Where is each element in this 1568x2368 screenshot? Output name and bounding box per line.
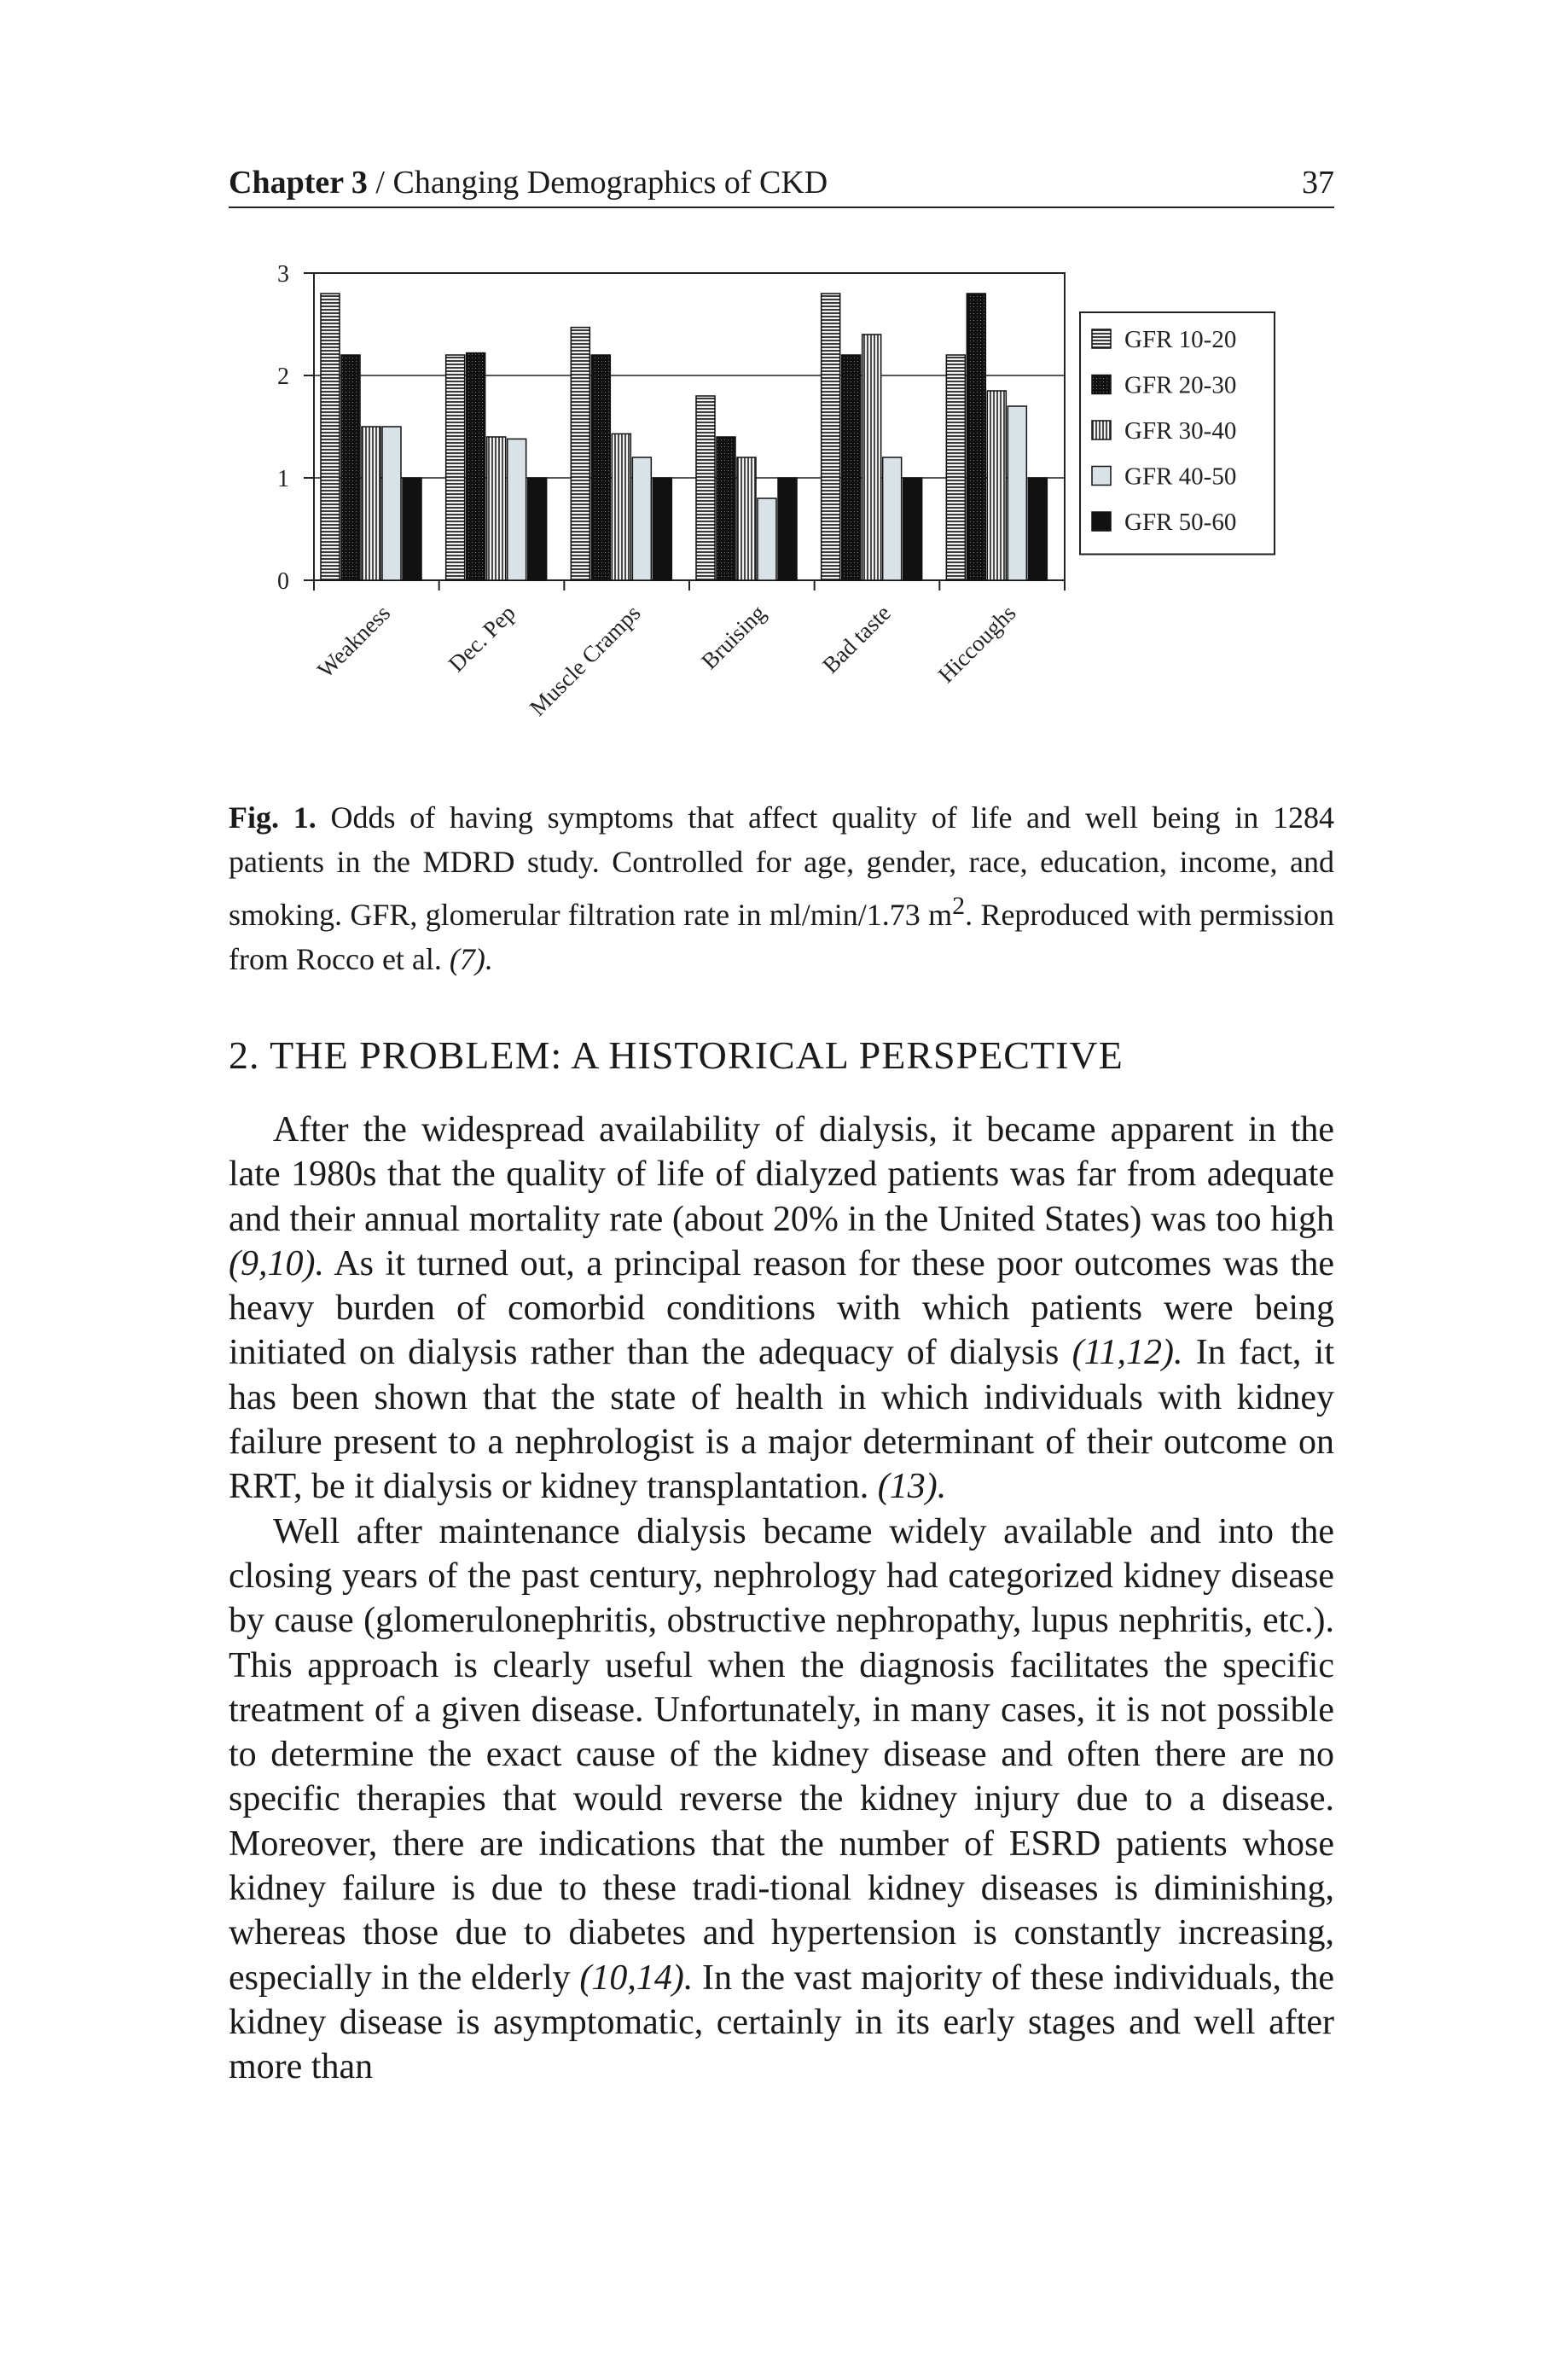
x-category-label: Muscle Cramps xyxy=(524,600,646,721)
legend-entry: GFR 50-60 xyxy=(1124,509,1237,536)
page-number: 37 xyxy=(1302,165,1334,201)
header-separator: / xyxy=(375,165,385,201)
bar-gfr-40-50 xyxy=(382,427,401,580)
bar-gfr-30-40 xyxy=(612,433,630,580)
bar-gfr-50-60 xyxy=(528,478,547,580)
bar-gfr-40-50 xyxy=(632,457,651,580)
bar-gfr-30-40 xyxy=(737,457,756,580)
bar-gfr-10-20 xyxy=(321,294,340,580)
bar-gfr-20-30 xyxy=(842,355,861,580)
figure-caption xyxy=(229,795,1334,981)
chapter-label: Chapter 3 xyxy=(229,165,368,201)
figure-1 xyxy=(229,247,1334,777)
chapter-title: Changing Demographics of CKD xyxy=(392,165,828,201)
caption-text-1: Odds of having symptoms that affect quality of life and well being in 1284 patients in the MDRD study. Controlled for age, gender, race, education, income, and smoking. GFR, glomerular filtration rate in ml/min/1.73 m xyxy=(229,800,1334,932)
running-header xyxy=(229,162,1334,208)
body-text xyxy=(229,1108,1334,2090)
bar-gfr-40-50 xyxy=(758,498,776,580)
bar-gfr-30-40 xyxy=(987,391,1006,580)
chapter-heading xyxy=(229,164,828,201)
y-tick-label: 0 xyxy=(277,568,289,595)
p2-text-1: Well after maintenance dialysis became widely available and into the closing years of the past century, nephrology had categorized kidney disease by cause (glomerulonephritis, obstructive nephropathy, lupus nephritis, etc.). This approach is clearly useful when the diagnosis facilitates the specific treatment of a given disease. Unfortunately, in many cases, it is not possible to determine the exact cause of the kidney disease and often there are no specific therapies that would reverse the kidney injury due to a disease. Moreover, there are indications that the number of ESRD patients whose kidney failure is due to these tradi-tional kidney diseases is diminishing, whereas those due to diabetes and hypertension is constantly increasing, especially in the elderly xyxy=(229,1511,1334,1998)
caption-citation: (7). xyxy=(449,942,493,976)
y-tick-label: 3 xyxy=(277,261,289,288)
bar-gfr-30-40 xyxy=(487,437,506,580)
bar-gfr-50-60 xyxy=(778,478,797,580)
bar-gfr-50-60 xyxy=(653,478,671,580)
legend-entry: GFR 40-50 xyxy=(1124,463,1237,491)
bar-gfr-10-20 xyxy=(571,328,589,580)
legend-entry: GFR 30-40 xyxy=(1124,417,1237,445)
caption-text-2: . Reproduced with permission from Rocco et al. xyxy=(229,898,1334,976)
p1-text-3: In fact, it has been shown that the state of health in which individuals with kidney failure present to a nephrologist is a major determinant of their outcome on RRT, be it dialysis or kidney transplantation. xyxy=(229,1333,1335,1507)
p1-text-1: After the widespread availability of dialysis, it became apparent in the late 1980s that the quality of life of dialyzed patients was far from adequate and their annual mortality rate (about 20% in the United States) was too high xyxy=(229,1110,1334,1239)
legend-swatch xyxy=(1092,467,1111,486)
bar-gfr-50-60 xyxy=(1028,478,1047,580)
figure-label: Fig. 1. xyxy=(229,800,317,835)
bar-gfr-40-50 xyxy=(508,439,526,580)
legend-swatch xyxy=(1092,512,1111,531)
bar-gfr-10-20 xyxy=(696,396,715,580)
paragraph-2 xyxy=(229,1510,1334,2090)
p1-citation-1: (9,10). xyxy=(229,1243,324,1283)
bar-gfr-40-50 xyxy=(1008,406,1026,580)
legend-swatch xyxy=(1092,375,1111,394)
y-tick-label: 1 xyxy=(277,466,289,492)
legend-swatch xyxy=(1092,329,1111,348)
bar-gfr-20-30 xyxy=(967,294,985,580)
x-category-label: Hiccoughs xyxy=(932,600,1021,688)
p2-text-2: In the vast majority of these individuals, the kidney disease is asymptomatic, certainly in its early stages and well after more than xyxy=(229,1958,1334,2087)
chart-legend xyxy=(1080,312,1275,555)
y-tick-label: 2 xyxy=(277,364,289,390)
legend-entry: GFR 20-30 xyxy=(1124,371,1237,399)
bar-gfr-10-20 xyxy=(446,355,465,580)
legend-swatch xyxy=(1092,421,1111,439)
p2-citation-1: (10,14). xyxy=(579,1958,694,1998)
bar-gfr-10-20 xyxy=(946,355,965,580)
bar-gfr-20-30 xyxy=(591,355,610,580)
x-category-label: Bad taste xyxy=(817,600,896,678)
bar-gfr-20-30 xyxy=(717,437,735,580)
x-category-label: Bruising xyxy=(696,600,771,675)
bar-gfr-20-30 xyxy=(341,355,360,580)
bar-gfr-20-30 xyxy=(467,353,485,580)
bar-gfr-50-60 xyxy=(903,478,922,580)
bar-chart xyxy=(229,247,1334,777)
p1-text-2: As it turned out, a principal reason for these poor outcomes was the heavy burden of comorbid conditions with which patients were being initiated on dialysis rather than the adequacy of dialysis xyxy=(229,1243,1334,1373)
legend-entry: GFR 10-20 xyxy=(1124,326,1237,353)
caption-superscript: 2 xyxy=(952,892,966,920)
paragraph-1 xyxy=(229,1108,1334,1510)
section-heading: 2. THE PROBLEM: A HISTORICAL PERSPECTIVE xyxy=(229,1033,1124,1077)
bar-gfr-10-20 xyxy=(822,294,840,580)
plot-area xyxy=(277,261,1065,721)
p1-citation-2: (11,12). xyxy=(1071,1333,1183,1373)
bar-gfr-50-60 xyxy=(403,478,421,580)
x-category-label: Weakness xyxy=(312,600,396,684)
p1-citation-3: (13). xyxy=(877,1467,947,1507)
bar-gfr-30-40 xyxy=(362,427,380,580)
bar-gfr-40-50 xyxy=(883,457,902,580)
x-category-label: Dec. Pep xyxy=(443,600,520,678)
bar-gfr-30-40 xyxy=(862,335,881,580)
